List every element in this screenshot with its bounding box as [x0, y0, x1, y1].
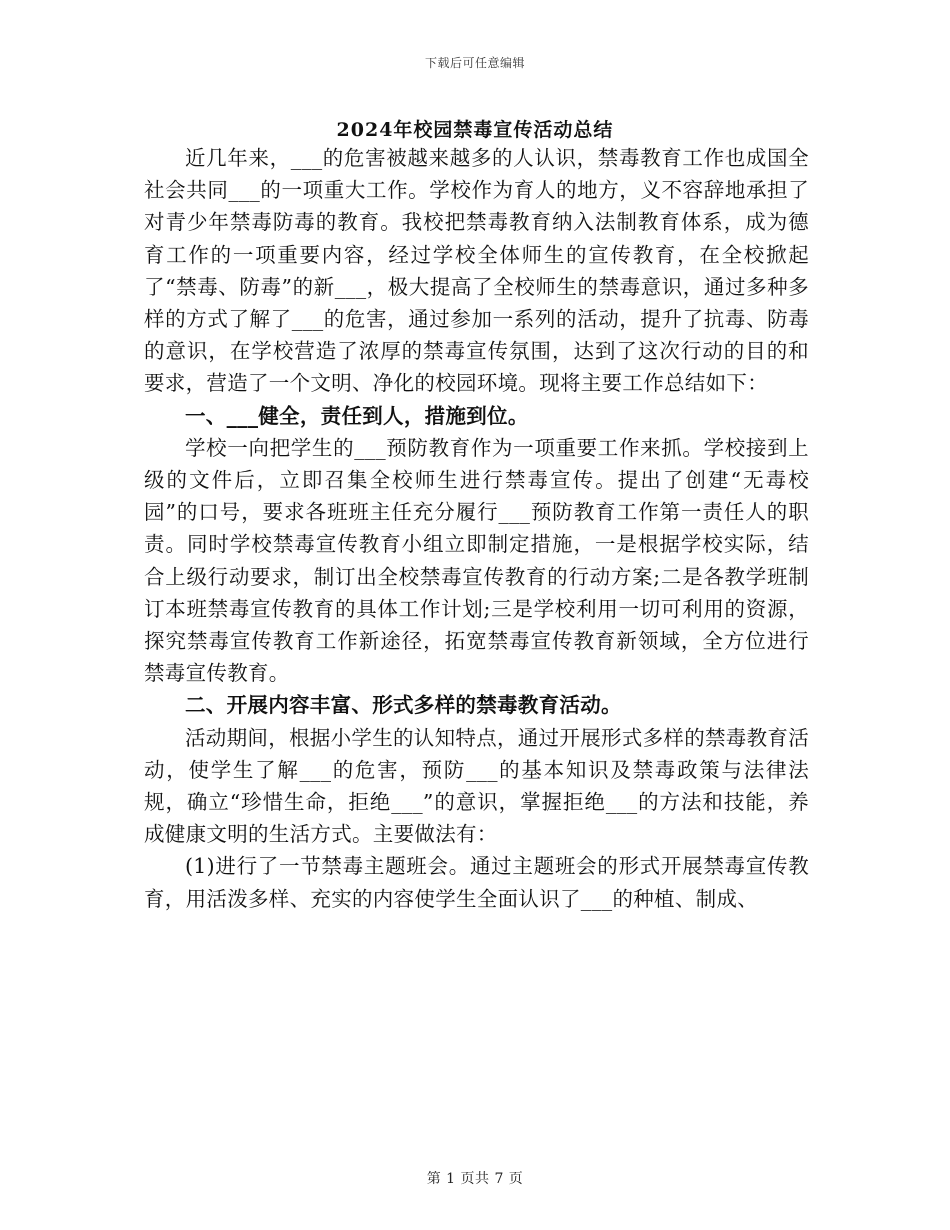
page-number-footer: 第 1 页共 7 页	[426, 1171, 524, 1187]
header-note: 下载后可任意编辑	[424, 56, 525, 70]
paragraph-intro: 近几年来，___的危害被越来越多的人认识，禁毒教育工作也成国全社会共同___的一项重大工作。学校作为育人的地方，义不容辞地承担了对青少年禁毒防毒的教育。我校把禁毒教育纳入法制教育体系，成为德育工作的一项重要内容，经过学校全体师生的宣传教育，在全校掀起了“禁毒、防毒”的新___，极大提高了全校师生的禁毒意识，通过多种多样的方式了解了___的危害，通过参加一系列的活动，提升了抗毒、防毒的意识，在学校营造了浓厚的禁毒宣传氛围，达到了这次行动的目的和要求，营造了一个文明、净化的校园环境。现将主要工作总结如下：	[144, 146, 809, 396]
section-heading-1: 一、___健全，责任到人，措施到位。	[185, 403, 529, 428]
paragraph-section-1: 学校一向把学生的___预防教育作为一项重要工作来抓。学校接到上级的文件后，立即召集全校师生进行禁毒宣传。提出了创建“无毒校园”的口号，要求各班班主任充分履行___预防教育工作第一责任人的职责。同时学校禁毒宣传教育小组立即制定措施，一是根据学校实际，结合上级行动要求，制订出全校禁毒宣传教育的行动方案;二是各教学班制订本班禁毒宣传教育的具体工作计划;三是学校利用一切可利用的资源，探究禁毒宣传教育工作新途径，拓宽禁毒宣传教育新领域，全方位进行禁毒宣传教育。	[144, 435, 809, 686]
paragraph-section-2: 活动期间，根据小学生的认知特点，通过开展形式多样的禁毒教育活动，使学生了解___的危害，预防___的基本知识及禁毒政策与法律法规，确立“珍惜生命，拒绝___”的意识，掌握拒绝___的方法和技能，养成健康文明的生活方式。主要做法有：	[144, 725, 809, 847]
section-heading-2: 二、开展内容丰富、形式多样的禁毒教育活动。	[185, 693, 622, 718]
paragraph-item-1: (1)进行了一节禁毒主题班会。通过主题班会的形式开展禁毒宣传教育，用活泼多样、充实的内容使学生全面认识了___的种植、制成、	[144, 854, 809, 911]
document-body	[144, 142, 809, 915]
document-title: 2024年校园禁毒宣传活动总结	[336, 119, 614, 141]
